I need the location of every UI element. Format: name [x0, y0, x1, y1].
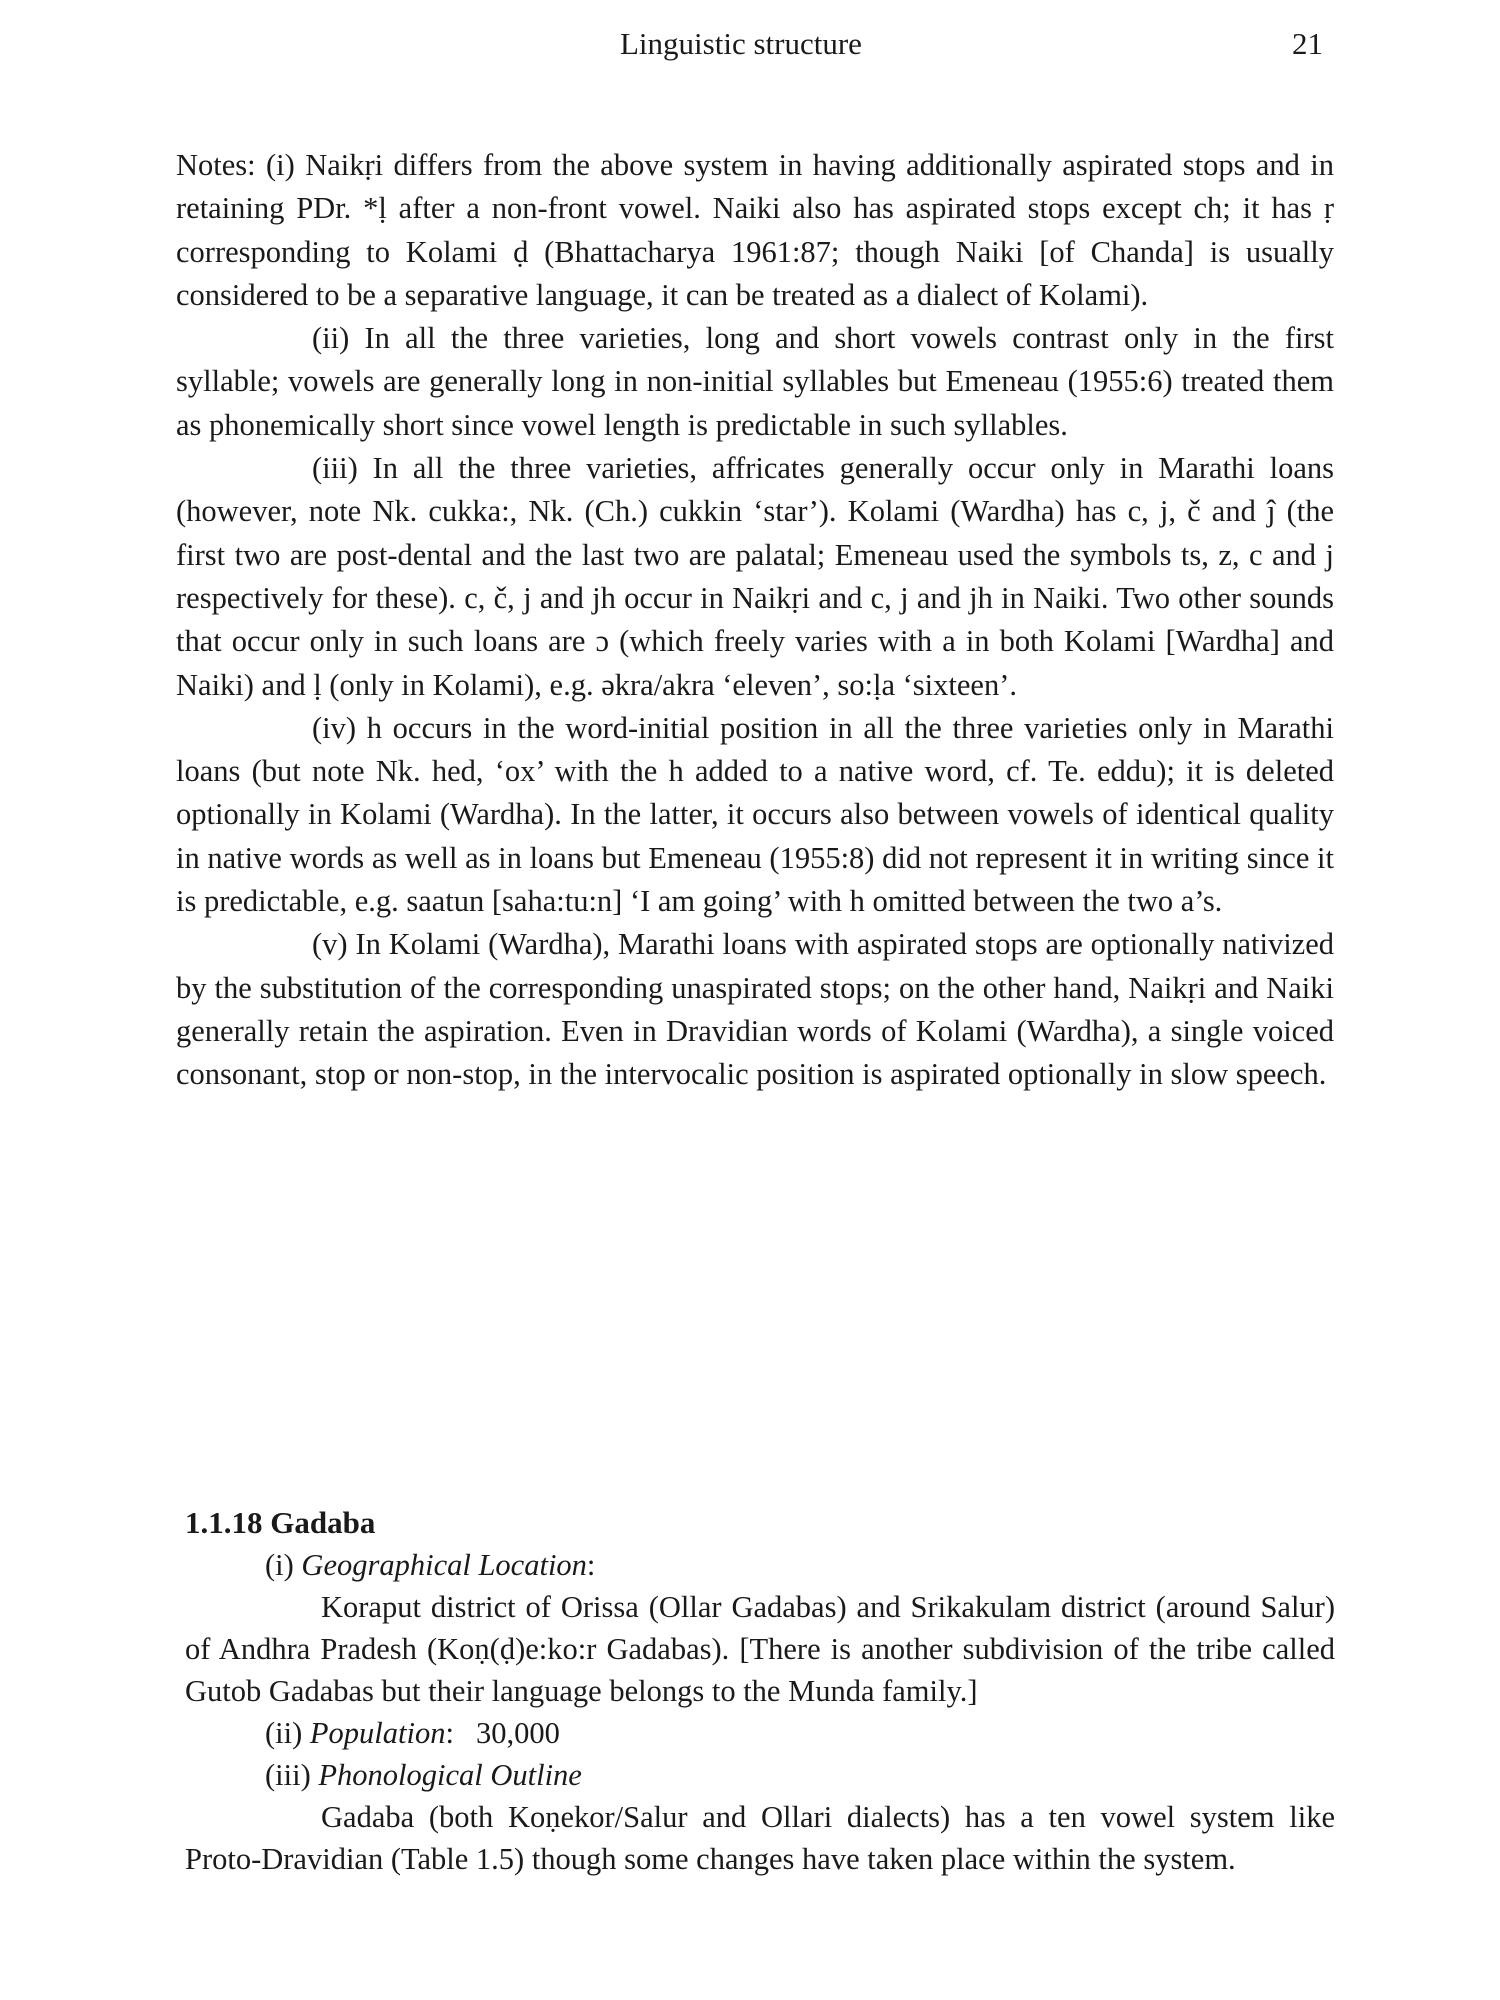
note-paragraph-i: Notes: (i) Naikṛi differs from the above system in having additionally aspirated stops and in retaining PDr. *ḷ after a non-front vowel. Naiki also has aspirated stops except ch; it has ṛ corresponding to Kolami ḍ (Bhattacharya 1961:87; though Naiki [of Chanda] is usually considered to be a separative language, it can be treated as a dialect of Kolami). [176, 148, 1334, 312]
geo-label-colon: : [586, 1548, 596, 1582]
note-paragraph-ii: (ii) In all the three varieties, long and short vowels contrast only in the first syllable; vowels are generally long in non-initial syllables but Emeneau (1955:6) treated them as phonemically short since vowel length is predictable in such syllables. [176, 321, 1334, 442]
notes-block [176, 144, 1334, 1097]
geo-label-number: (i) [265, 1548, 302, 1582]
phon-label-number: (iii) [265, 1758, 319, 1792]
pop-label-title: Population [309, 1716, 446, 1750]
pop-label-number: (ii) [265, 1716, 310, 1750]
note-paragraph-iii: (iii) In all the three varieties, affricates generally occur only in Marathi loans (however, note Nk. cukka:, Nk. (Ch.) cukkin ‘star’). Kolami (Wardha) has c, j, č and ĵ (the first two are post-dental and the last two are palatal; Emeneau used the symbols ts, z, c and j respectively for these). c, č, j and jh occur in Naikṛi and c, j and jh in Naiki. Two other sounds that occur only in such loans are ɔ (which freely varies with a in both Kolami [Wardha] and Naiki) and ḷ (only in Kolami), e.g. əkra/akra ‘eleven’, so:ḷa ‘sixteen’. [176, 451, 1334, 702]
geo-location-label [185, 1544, 1335, 1586]
phonological-outline-text: Gadaba (both Koṇekor/Salur and Ollari dialects) has a ten vowel system like Proto-Dravidian (Table 1.5) though some changes have taken place within the system. [185, 1800, 1335, 1876]
pop-label-colon: : [445, 1716, 454, 1750]
gadaba-section [185, 1502, 1335, 1880]
geo-location-text: Koraput district of Orissa (Ollar Gadabas) and Srikakulam district (around Salur) of Andhra Pradesh (Koṇ(ḍ)e:ko:r Gadabas). [There is another subdivision of the tribe called Gutob Gadabas but their language belongs to the Munda family.] [185, 1590, 1335, 1708]
population-value: 30,000 [475, 1716, 560, 1750]
page-number: 21 [1292, 26, 1323, 61]
geo-label-title: Geographical Location [301, 1548, 587, 1582]
section-heading: 1.1.18 Gadaba [185, 1505, 376, 1540]
note-paragraph-v: (v) In Kolami (Wardha), Marathi loans with aspirated stops are optionally nativized by the substitution of the corresponding unaspirated stops; on the other hand, Naikṛi and Naiki generally retain the aspiration. Even in Dravidian words of Kolami (Wardha), a single voiced consonant, stop or non-stop, in the intervocalic position is aspirated optionally in slow speech. [176, 927, 1334, 1092]
phon-label-title: Phonological Outline [318, 1758, 582, 1792]
population-line [185, 1712, 1335, 1754]
running-title: Linguistic structure [620, 26, 862, 61]
note-paragraph-iv: (iv) h occurs in the word-initial position in all the three varieties only in Marathi loans (but note Nk. hed, ‘ox’ with the h added to a native word, cf. Te. eddu); it is deleted optionally in Kolami (Wardha). In the latter, it occurs also between vowels of identical quality in native words as well as in loans but Emeneau (1955:8) did not represent it in writing since it is predictable, e.g. saatun [saha:tu:n] ‘I am going’ with h omitted between the two a’s. [176, 710, 1334, 919]
running-head [0, 26, 1500, 66]
phonological-outline-label [185, 1754, 1335, 1796]
